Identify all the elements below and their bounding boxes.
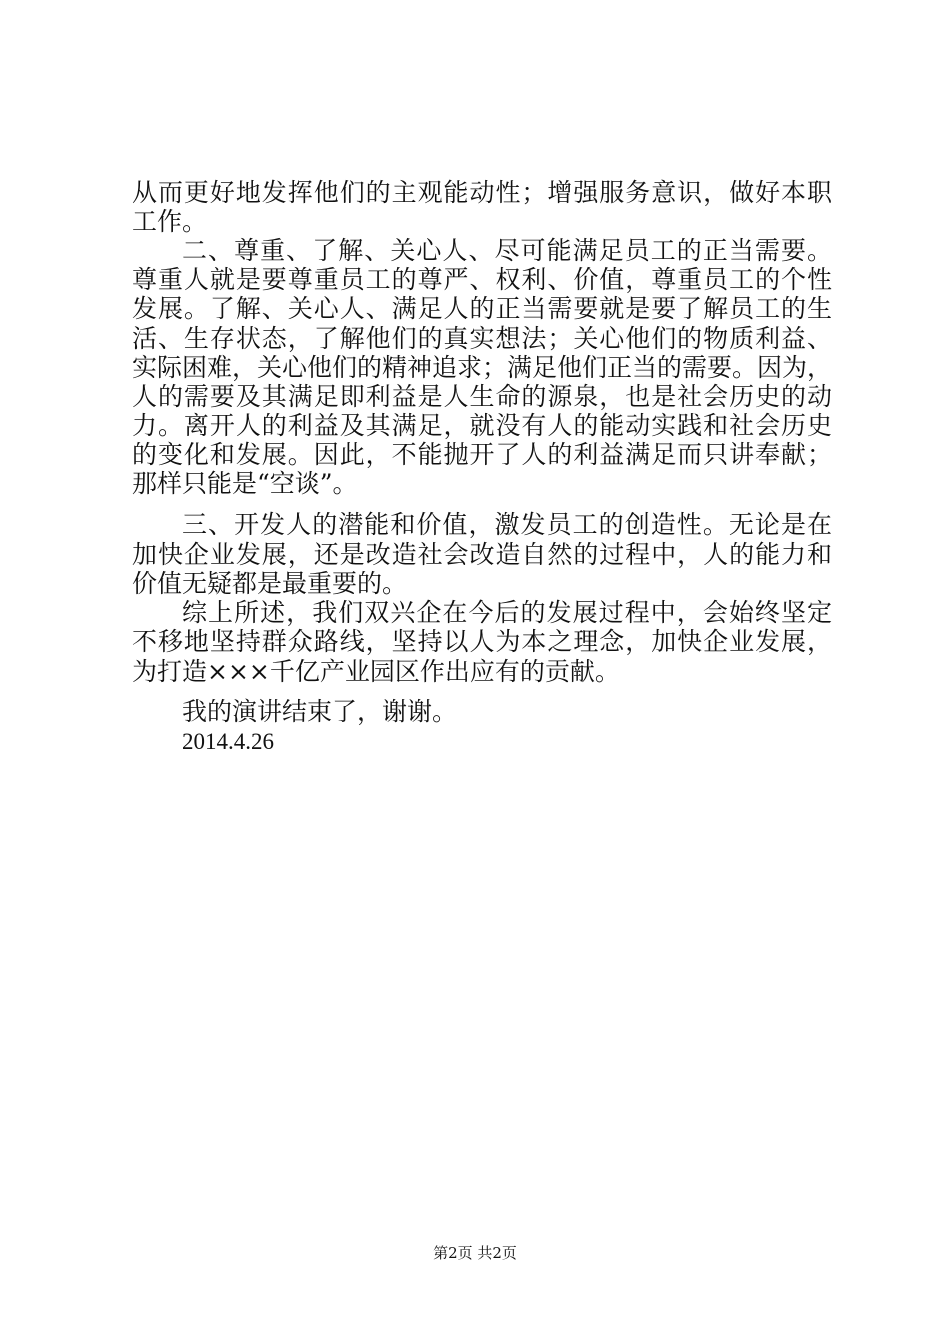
- date-line: 2014.4.26: [182, 729, 274, 754]
- body-line: 尊重人就是要尊重员工的尊严、权利、价值，尊重员工的个性: [132, 265, 832, 294]
- body-line: 不移地坚持群众路线，坚持以人为本之理念，加快企业发展，: [132, 627, 832, 656]
- body-line: 加快企业发展，还是改造社会改造自然的过程中，人的能力和: [132, 540, 832, 569]
- body-line: 人的需要及其满足即利益是人生命的源泉，也是社会历史的动: [132, 382, 832, 411]
- body-line: 价值无疑都是最重要的。: [132, 569, 408, 598]
- paragraph-first-line: 综上所述，我们双兴企在今后的发展过程中，会始终坚定: [182, 598, 832, 627]
- body-line: 从而更好地发挥他们的主观能动性；增强服务意识，做好本职: [132, 178, 832, 207]
- paragraph-first-line: 二、尊重、了解、关心人、尽可能满足员工的正当需要。: [182, 236, 832, 265]
- body-line: 力。离开人的利益及其满足，就没有人的能动实践和社会历史: [132, 411, 832, 440]
- closing-line: 我的演讲结束了，谢谢。: [182, 697, 458, 726]
- page-footer: 第2页 共2页: [433, 1244, 517, 1262]
- body-line: 那样只能是“空谈”。: [132, 469, 358, 498]
- body-line: 的变化和发展。因此，不能抛开了人的利益满足而只讲奉献；: [132, 440, 832, 469]
- body-line: 活、生存状态，了解他们的真实想法；关心他们的物质利益、: [132, 324, 832, 353]
- body-line: 工作。: [132, 207, 208, 236]
- body-line: 为打造×××千亿产业园区作出应有的贡献。: [132, 657, 620, 686]
- paragraph-first-line: 三、开发人的潜能和价值，激发员工的创造性。无论是在: [182, 510, 832, 539]
- body-line: 实际困难，关心他们的精神追求；满足他们正当的需要。因为，: [132, 353, 832, 382]
- body-line: 发展。了解、关心人、满足人的正当需要就是要了解员工的生: [132, 294, 832, 323]
